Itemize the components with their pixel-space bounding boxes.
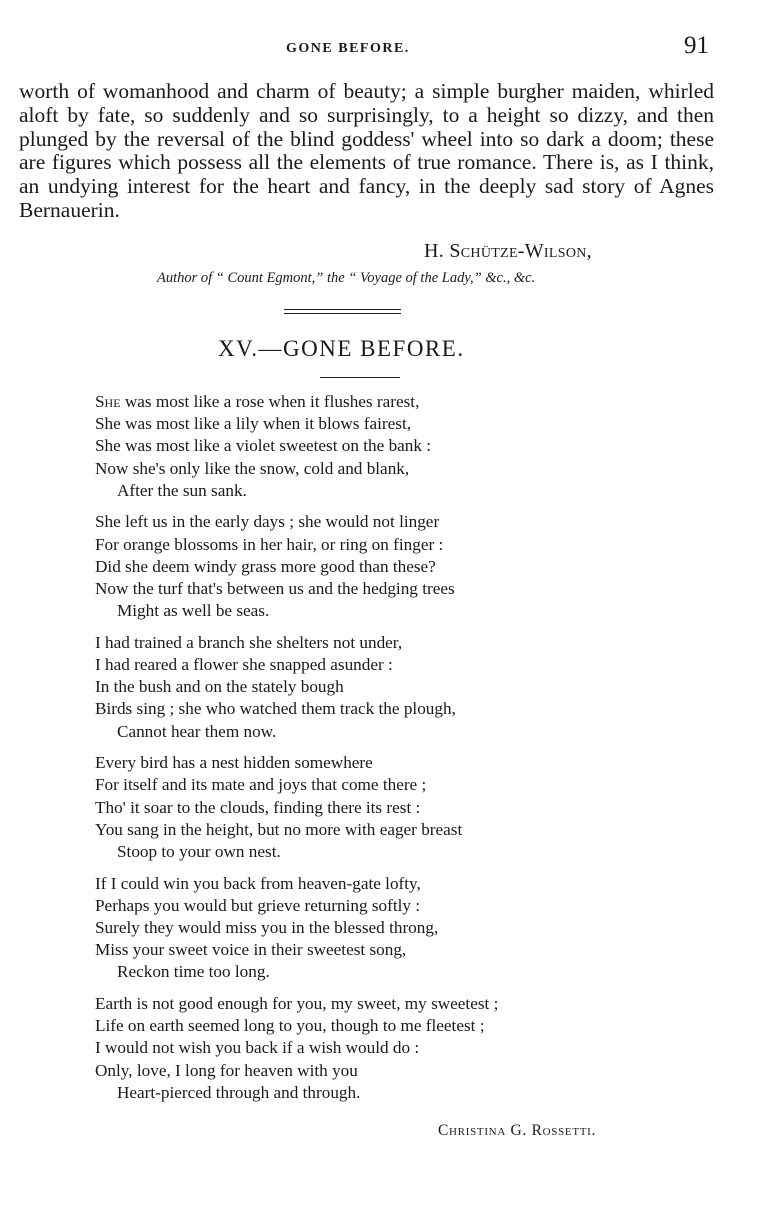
poem-line: Every bird has a nest hidden somewhere (95, 753, 373, 773)
poem-line: Now the turf that's between us and the hedging trees (95, 579, 455, 599)
prose-line: to a height so dizzy, and then plunged by the reversal of the (19, 102, 714, 151)
poem-line: I had reared a flower she snapped asunder : (95, 655, 393, 675)
poem-stanza (95, 391, 695, 502)
poem-line: She was most like a lily when it blows fairest, (95, 414, 412, 434)
poem-stanza (95, 873, 695, 984)
poem-line: I would not wish you back if a wish would do : (95, 1038, 420, 1058)
poem-line: Tho' it soar to the clouds, finding there its rest : (95, 797, 421, 817)
poem-stanza (95, 511, 695, 622)
poem-line: For orange blossoms in her hair, or ring on finger : (95, 534, 444, 554)
poem-line: Perhaps you would but grieve returning softly : (95, 895, 421, 915)
prose-line: deeply sad story of Agnes Bernauerin. (19, 174, 715, 222)
section-divider (284, 309, 401, 317)
poem-refrain: After the sun sank. (117, 480, 247, 500)
prose-line: worth of womanhood and charm of beauty; a simple burgher (19, 79, 564, 103)
poem-line: If I could win you back from heaven-gate lofty, (95, 873, 421, 893)
prose-line: blind goddess' wheel into so dark a doom; these are figures (19, 126, 715, 175)
prose-paragraph (19, 80, 714, 223)
poem-stanza (95, 752, 695, 863)
poem-line: She left us in the early days ; she would not linger (95, 512, 440, 532)
poem-line: Only, love, I long for heaven with you (95, 1060, 358, 1080)
poem-refrain: Might as well be seas. (117, 601, 270, 621)
poem-line: I had trained a branch she shelters not under, (95, 632, 403, 652)
poem-refrain: Reckon time too long. (117, 962, 270, 982)
poem-line: Did she deem windy grass more good than these? (95, 556, 436, 576)
poem-line: Miss your sweet voice in their sweetest song, (95, 940, 407, 960)
poem-line: For itself and its mate and joys that come there ; (95, 775, 427, 795)
author-signature (424, 240, 592, 263)
poem-line: In the bush and on the stately bough (95, 677, 344, 697)
poem-stanza (95, 993, 695, 1104)
poem-refrain: Cannot hear them now. (117, 721, 277, 741)
drop-word: She (95, 392, 121, 411)
prose-line: maiden, whirled aloft by fate, so suddenly and so surprisingly, (19, 79, 715, 127)
poem (95, 391, 695, 1113)
poem-refrain: Heart-pierced through and through. (117, 1082, 361, 1102)
title-rule (320, 377, 400, 378)
signature-name: Schütze-Wilson, (449, 240, 592, 262)
poem-refrain: Stoop to your own nest. (117, 842, 281, 862)
running-head (0, 32, 777, 62)
poem-line: Life on earth seemed long to you, though to me fleetest ; (95, 1016, 485, 1036)
poem-line: She was most like a violet sweetest on the bank : (95, 436, 432, 456)
poet-signature: Christina G. Rossetti. (438, 1122, 597, 1139)
section-title: XV.—GONE BEFORE. (218, 336, 465, 361)
poem-line: Earth is not good enough for you, my sweet, my sweetest ; (95, 994, 499, 1014)
signature-initial: H. (424, 240, 445, 262)
poem-stanza (95, 632, 695, 743)
poem-line: Surely they would miss you in the blessed throng, (95, 918, 439, 938)
prose-line: I think, an undying interest for the heart and fancy, in the (19, 150, 715, 199)
poem-line: You sang in the height, but no more with eager breast (95, 819, 463, 839)
poem-line: Now she's only like the snow, cold and blank, (95, 458, 410, 478)
page-number: 91 (684, 32, 709, 59)
first-line-text: was most like a rose when it flushes rarest, (120, 392, 420, 411)
author-attribution: Author of “ Count Egmont,” the “ Voyage of the Lady,” &c., &c. (157, 270, 536, 286)
prose-line: which possess all the elements of true romance. There is, as (118, 150, 644, 175)
running-title: GONE BEFORE. (286, 41, 410, 56)
poem-line (95, 391, 695, 413)
poem-line: Birds sing ; she who watched them track the plough, (95, 699, 456, 719)
